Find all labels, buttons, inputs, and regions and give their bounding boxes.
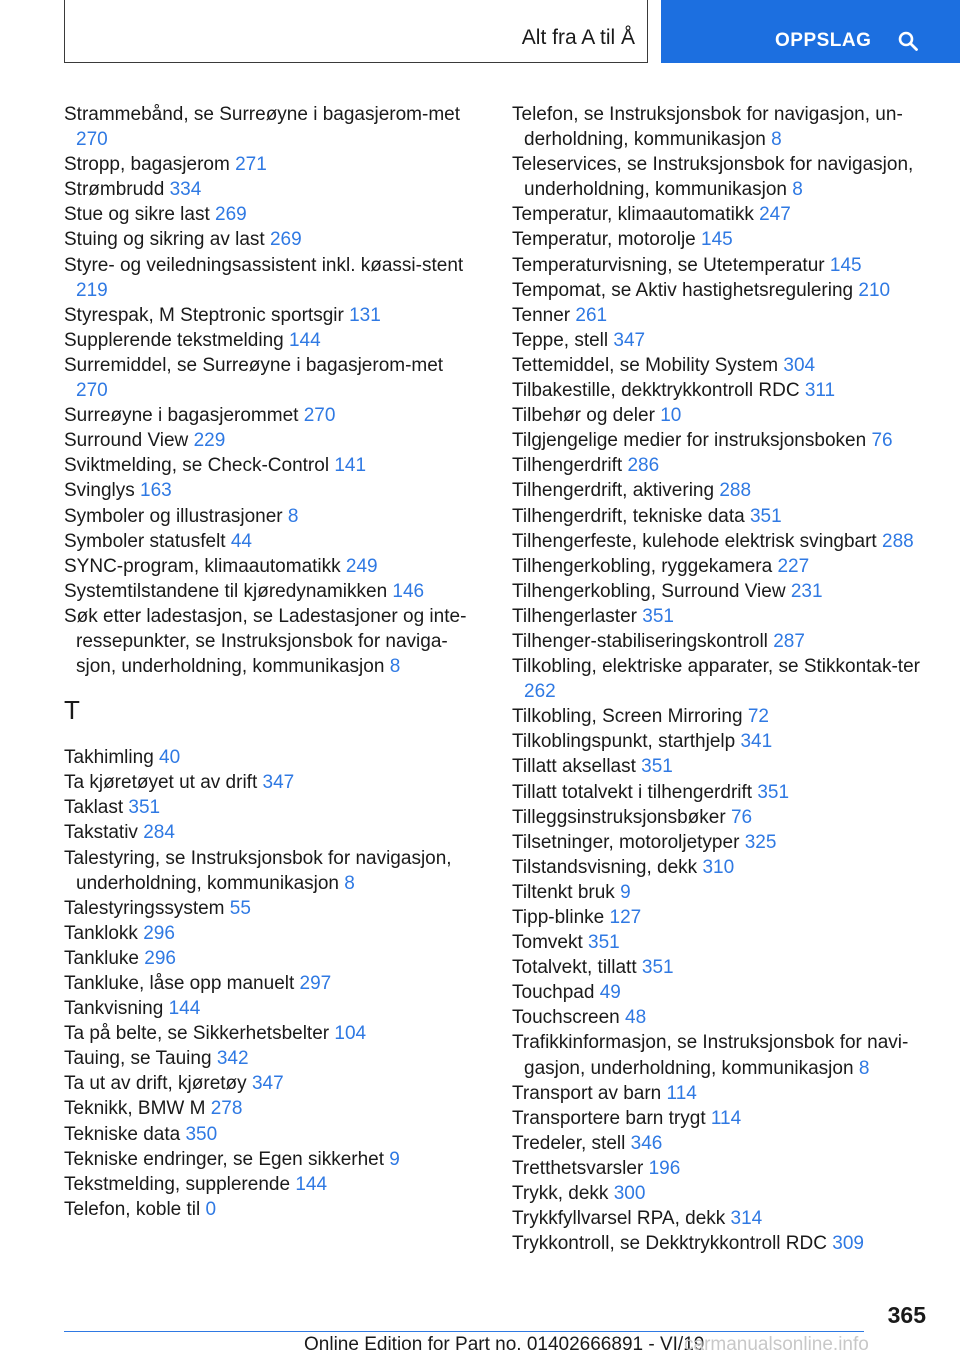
page-link[interactable]: 342 <box>216 1048 249 1070</box>
index-entry <box>64 1122 474 1147</box>
page-link[interactable]: 270 <box>76 380 108 402</box>
index-entry <box>512 704 952 729</box>
page-link[interactable]: 141 <box>334 455 367 477</box>
index-entry <box>512 403 952 428</box>
index-entry-text: Tettemiddel, se Mobility System <box>512 354 779 376</box>
index-entry <box>512 780 952 805</box>
index-list-s <box>64 102 474 679</box>
index-entry-text: Ta kjøretøyet ut av drift <box>64 772 258 794</box>
section-tab[interactable] <box>661 0 960 63</box>
index-entry <box>64 745 474 770</box>
index-entry <box>64 770 474 795</box>
index-entry-text: Tilhengerdrift, aktivering <box>512 480 715 502</box>
index-entry-text: Sviktmelding, se Check-Control <box>64 455 330 477</box>
page-link[interactable]: 325 <box>744 831 777 853</box>
index-entry-text: Totalvekt, tillatt <box>512 957 637 979</box>
index-entry <box>64 896 474 921</box>
page-link[interactable]: 287 <box>773 630 805 652</box>
page-link[interactable]: 8 <box>792 179 803 201</box>
index-entry <box>64 328 474 353</box>
index-entry <box>512 1005 952 1030</box>
page-link[interactable]: 351 <box>588 932 620 954</box>
page-link[interactable]: 231 <box>790 580 823 602</box>
section-label: OPPSLAG <box>775 30 872 51</box>
index-entry-text: Tilhengerfeste, kulehode elektrisk svingbart <box>512 530 877 552</box>
index-entry <box>512 227 952 252</box>
index-entry <box>64 921 474 946</box>
index-entry <box>64 1096 474 1121</box>
index-entry <box>64 177 474 202</box>
index-entry <box>64 846 474 896</box>
index-entry-text: Tilsetninger, motoroljetyper <box>512 831 740 853</box>
index-entry <box>512 253 952 278</box>
page-link[interactable]: 351 <box>128 797 161 819</box>
index-entry <box>512 629 952 654</box>
index-entry-text: Tilkoblingspunkt, starthjelp <box>512 731 736 753</box>
index-entry-text: Teppe, stell <box>512 329 609 351</box>
index-entry <box>512 428 952 453</box>
index-entry <box>64 1021 474 1046</box>
page-link[interactable]: 286 <box>627 455 660 477</box>
index-entry <box>512 1030 952 1080</box>
index-entry <box>64 428 474 453</box>
section-letter-heading: T <box>64 695 80 726</box>
index-entry-text: Tilhengerlaster <box>512 605 637 627</box>
page-link[interactable]: 144 <box>168 998 201 1020</box>
index-entry-text: Tillatt totalvekt i tilhengerdrift <box>512 781 753 803</box>
page-link[interactable]: 351 <box>641 957 674 979</box>
index-entry <box>512 453 952 478</box>
page-link[interactable]: 314 <box>730 1208 763 1230</box>
index-entry <box>512 102 952 152</box>
index-entry-text: Tilkobling, elektriske apparater, se Stikkontak-ter <box>512 656 920 678</box>
index-entry <box>512 303 952 328</box>
index-entry-text: Systemtilstandene til kjøredynamikken <box>64 580 388 602</box>
watermark: carmanualsonline.info <box>684 1334 869 1355</box>
page-link[interactable]: 49 <box>599 982 621 1004</box>
page-link[interactable]: 269 <box>215 204 247 226</box>
page-link[interactable]: 351 <box>642 605 674 627</box>
page-link[interactable]: 346 <box>630 1132 663 1154</box>
index-entry <box>64 529 474 554</box>
page-link[interactable]: 8 <box>344 872 355 894</box>
index-entry-text: Teleservices, se Instruksjonsbok for navigasjon, underholdning, kommunikasjon <box>512 154 914 201</box>
page-link[interactable]: 229 <box>193 430 226 452</box>
page-link[interactable]: 249 <box>345 555 378 577</box>
page-link[interactable]: 350 <box>185 1123 218 1145</box>
index-entry-text: Temperatur, motorolje <box>512 229 696 251</box>
index-entry <box>512 1106 952 1131</box>
index-entry-text: Tillatt aksellast <box>512 756 636 778</box>
index-entry <box>64 1147 474 1172</box>
page-link[interactable]: 351 <box>641 756 673 778</box>
index-entry-text: Tilhenger-stabiliseringskontroll <box>512 630 768 652</box>
index-entry-text: Trafikkinformasjon, se Instruksjonsbok for navi-gasjon, underholdning, kommunikasjon <box>512 1032 909 1079</box>
page-link[interactable]: 334 <box>169 179 202 201</box>
index-entry <box>64 102 474 152</box>
index-entry-text: Stuing og sikring av last <box>64 229 265 251</box>
page-link[interactable]: 210 <box>858 279 891 301</box>
index-entry <box>512 202 952 227</box>
index-entry-text: Tempomat, se Aktiv hastighetsregulering <box>512 279 854 301</box>
index-entry <box>512 504 952 529</box>
index-entry <box>64 996 474 1021</box>
page-link[interactable]: 145 <box>829 254 862 276</box>
index-entry <box>64 403 474 428</box>
index-entry <box>512 930 952 955</box>
index-entry <box>64 1197 474 1222</box>
index-entry-text: Tredeler, stell <box>512 1132 626 1154</box>
index-entry <box>64 253 474 303</box>
page-link[interactable]: 9 <box>620 881 631 903</box>
index-entry-text: Strømbrudd <box>64 179 165 201</box>
index-entry-text: Surreøyne i bagasjerommet <box>64 405 299 427</box>
page-link[interactable]: 72 <box>747 706 769 728</box>
page-link[interactable]: 347 <box>251 1073 284 1095</box>
page-link[interactable]: 144 <box>295 1173 328 1195</box>
page-link[interactable]: 163 <box>140 480 172 502</box>
page-number: 365 <box>887 1302 926 1328</box>
page-link[interactable]: 131 <box>349 304 381 326</box>
page-link[interactable]: 8 <box>287 505 299 527</box>
index-entry-text: Trykkontroll, se Dekktrykkontroll RDC <box>512 1233 827 1255</box>
page-link[interactable]: 114 <box>710 1107 742 1129</box>
index-entry-text: Tilstandsvisning, dekk <box>512 856 698 878</box>
index-entry-text: Tekniske endringer, se Egen sikkerhet <box>64 1148 385 1170</box>
index-entry-text: Tilhengerdrift, tekniske data <box>512 505 745 527</box>
index-entry <box>512 529 952 554</box>
index-entry <box>512 805 952 830</box>
chapter-header <box>64 0 648 63</box>
index-entry <box>64 453 474 478</box>
index-entry-text: Transportere barn trygt <box>512 1107 706 1129</box>
chapter-title: Alt fra A til Å <box>521 26 635 49</box>
index-entry-text: Takhimling <box>64 747 154 769</box>
index-entry-text: Transport av barn <box>512 1082 662 1104</box>
edition-text: Online Edition for Part no. 01402666891 - VI/19 <box>304 1334 705 1355</box>
page-link[interactable]: 347 <box>262 772 295 794</box>
index-entry <box>64 152 474 177</box>
page-link[interactable]: 351 <box>749 505 782 527</box>
page-link[interactable]: 40 <box>159 747 181 769</box>
page-link[interactable]: 296 <box>143 922 175 944</box>
page-link[interactable]: 76 <box>871 430 893 452</box>
index-entry <box>512 1081 952 1106</box>
index-entry <box>512 579 952 604</box>
page-link[interactable]: 146 <box>392 580 425 602</box>
index-entry-text: Ta på belte, se Sikkerhetsbelter <box>64 1023 330 1045</box>
page-link[interactable]: 8 <box>858 1057 870 1079</box>
index-entry <box>512 905 952 930</box>
index-entry-text: Tekstmelding, supplerende <box>64 1173 291 1195</box>
page-link[interactable]: 48 <box>625 1007 647 1029</box>
page-link[interactable]: 8 <box>389 656 401 678</box>
page-link[interactable]: 114 <box>666 1082 697 1104</box>
index-entry-text: Tilgjengelige medier for instruksjonsboken <box>512 430 867 452</box>
page-link[interactable]: 261 <box>575 304 608 326</box>
page-link[interactable]: 219 <box>76 279 108 301</box>
index-entry <box>64 478 474 503</box>
index-entry <box>64 604 474 679</box>
page-link[interactable]: 127 <box>609 907 642 928</box>
page-link[interactable]: 76 <box>730 806 753 828</box>
index-entry-text: Telefon, se Instruksjonsbok for navigasjon, un-derholdning, kommunikasjon <box>512 104 903 151</box>
index-entry <box>512 152 952 202</box>
index-entry-text: Tauing, se Tauing <box>64 1048 212 1070</box>
page-link[interactable]: 284 <box>143 822 175 844</box>
page-link[interactable]: 304 <box>783 354 816 376</box>
index-entry <box>512 378 952 403</box>
index-entry-text: Tilhengerdrift <box>512 455 623 477</box>
index-entry-text: Touchscreen <box>512 1007 620 1029</box>
page-link[interactable]: 288 <box>882 530 914 552</box>
page-link[interactable]: 351 <box>757 781 790 803</box>
index-column-left <box>64 102 474 1222</box>
page-link[interactable]: 310 <box>702 856 735 878</box>
index-entry-text: Symboler og illustrasjoner <box>64 505 283 527</box>
index-entry-text: Tiltenkt bruk <box>512 881 615 903</box>
page-link[interactable]: 271 <box>235 154 267 176</box>
index-entry-text: Touchpad <box>512 982 595 1004</box>
index-entry-text: Tekniske data <box>64 1123 181 1145</box>
index-entry-text: Supplerende tekstmelding <box>64 329 284 351</box>
index-entry-text: Teknikk, BMW M <box>64 1098 206 1120</box>
index-entry-text: Surremiddel, se Surreøyne i bagasjerom-met <box>64 354 444 376</box>
page-link[interactable]: 144 <box>288 329 321 351</box>
footer-divider <box>64 1331 864 1332</box>
index-entry-text: Takstativ <box>64 822 138 844</box>
index-entry <box>512 1156 952 1181</box>
page-link[interactable]: 297 <box>299 973 332 994</box>
index-entry-text: Styrespak, M Steptronic sportsgir <box>64 304 344 326</box>
index-entry <box>512 754 952 779</box>
index-list-right <box>512 102 952 1256</box>
index-entry-text: Symboler statusfelt <box>64 530 226 552</box>
index-list-t <box>64 745 474 1222</box>
index-entry-text: Tankvisning <box>64 998 164 1020</box>
page-link[interactable]: 288 <box>719 480 752 502</box>
index-entry-text: Tilleggsinstruksjonsbøker <box>512 806 726 828</box>
index-entry-text: SYNC-program, klimaautomatikk <box>64 555 341 577</box>
index-entry <box>512 554 952 579</box>
index-entry-text: Talestyring, se Instruksjonsbok for navigasjon, underholdning, kommunikasjon <box>64 847 452 894</box>
index-entry <box>512 1231 952 1256</box>
index-entry-text: Tankluke <box>64 947 139 969</box>
page-link[interactable]: 269 <box>269 229 302 251</box>
page-link[interactable]: 9 <box>389 1148 400 1170</box>
page-link[interactable]: 247 <box>759 204 791 226</box>
index-entry <box>64 353 474 403</box>
index-entry <box>512 955 952 980</box>
page-link[interactable]: 347 <box>613 329 646 351</box>
index-entry-text: Temperatur, klimaautomatikk <box>512 204 754 226</box>
page-link[interactable]: 341 <box>740 731 773 753</box>
index-entry-text: Tomvekt <box>512 932 583 954</box>
index-entry <box>64 1046 474 1071</box>
page-link[interactable]: 309 <box>832 1233 864 1255</box>
page-link[interactable]: 104 <box>334 1023 367 1045</box>
index-entry-text: Tilbakestille, dekktrykkontroll RDC <box>512 380 800 402</box>
index-entry-text: Strammebånd, se Surreøyne i bagasjerom-met <box>64 104 460 125</box>
search-icon[interactable] <box>898 31 918 51</box>
page-link[interactable]: 196 <box>648 1157 681 1179</box>
index-entry <box>512 278 952 303</box>
index-entry <box>512 353 952 378</box>
page-link[interactable]: 270 <box>303 405 336 427</box>
page-link[interactable]: 270 <box>76 129 108 151</box>
page-link[interactable]: 296 <box>144 947 176 969</box>
index-entry-text: Tilbehør og deler <box>512 405 655 427</box>
index-entry <box>512 729 952 754</box>
page-link[interactable]: 55 <box>229 897 251 919</box>
index-entry <box>64 946 474 971</box>
index-entry <box>512 654 952 704</box>
index-entry-text: Ta ut av drift, kjøretøy <box>64 1073 247 1095</box>
index-entry <box>64 1172 474 1197</box>
index-entry-text: Stue og sikre last <box>64 204 210 226</box>
index-entry <box>512 478 952 503</box>
index-entry <box>512 980 952 1005</box>
index-entry-text: Tretthetsvarsler <box>512 1157 644 1179</box>
index-entry-text: Styre- og veiledningsassistent inkl. køassi-stent <box>64 254 464 276</box>
index-entry <box>512 855 952 880</box>
index-entry <box>64 579 474 604</box>
page-link[interactable]: 44 <box>230 530 252 552</box>
index-entry <box>512 328 952 353</box>
index-entry-text: Trykkfyllvarsel RPA, dekk <box>512 1208 726 1230</box>
index-entry-text: Tilhengerkobling, Surround View <box>512 580 786 602</box>
index-entry <box>64 1071 474 1096</box>
index-entry-text: Temperaturvisning, se Utetemperatur <box>512 254 825 276</box>
index-entry-text: Tanklokk <box>64 922 138 944</box>
index-entry <box>64 227 474 252</box>
index-entry-text: Tenner <box>512 304 571 326</box>
index-entry-text: Svinglys <box>64 480 135 502</box>
index-entry-text: Trykk, dekk <box>512 1183 609 1205</box>
index-entry-text: Telefon, koble til <box>64 1198 201 1220</box>
index-entry <box>512 1181 952 1206</box>
page-link[interactable]: 8 <box>771 129 782 151</box>
page-link[interactable]: 262 <box>524 681 556 703</box>
page-link[interactable]: 227 <box>777 555 810 577</box>
index-entry <box>64 504 474 529</box>
index-entry-text: Søk etter ladestasjon, se Ladestasjoner og inte-ressepunkter, se Instruksjonsbok for naviga-sjon, underholdning, kommunikasjon <box>64 605 467 678</box>
page-link[interactable]: 145 <box>701 229 733 251</box>
page-link[interactable]: 311 <box>804 380 836 402</box>
index-entry-text: Tankluke, låse opp manuelt <box>64 973 295 994</box>
index-entry-text: Surround View <box>64 430 189 452</box>
index-entry <box>64 202 474 227</box>
index-entry-text: Tilhengerkobling, ryggekamera <box>512 555 773 577</box>
page-link[interactable]: 0 <box>205 1198 217 1220</box>
index-entry <box>64 303 474 328</box>
index-entry <box>64 820 474 845</box>
index-entry-text: Tilkobling, Screen Mirroring <box>512 706 743 728</box>
index-entry <box>512 1206 952 1231</box>
index-entry <box>512 880 952 905</box>
index-entry <box>64 795 474 820</box>
index-entry-text: Tipp-blinke <box>512 907 605 928</box>
index-entry <box>512 604 952 629</box>
page-link[interactable]: 300 <box>613 1183 646 1205</box>
index-entry <box>512 830 952 855</box>
page-link[interactable]: 10 <box>660 405 682 427</box>
index-entry-text: Talestyringssystem <box>64 897 225 919</box>
index-entry-text: Stropp, bagasjerom <box>64 154 230 176</box>
index-entry <box>512 1131 952 1156</box>
index-entry <box>64 971 474 996</box>
page-link[interactable]: 278 <box>210 1098 243 1120</box>
index-entry-text: Taklast <box>64 797 124 819</box>
index-entry <box>64 554 474 579</box>
index-column-right <box>512 102 952 1256</box>
